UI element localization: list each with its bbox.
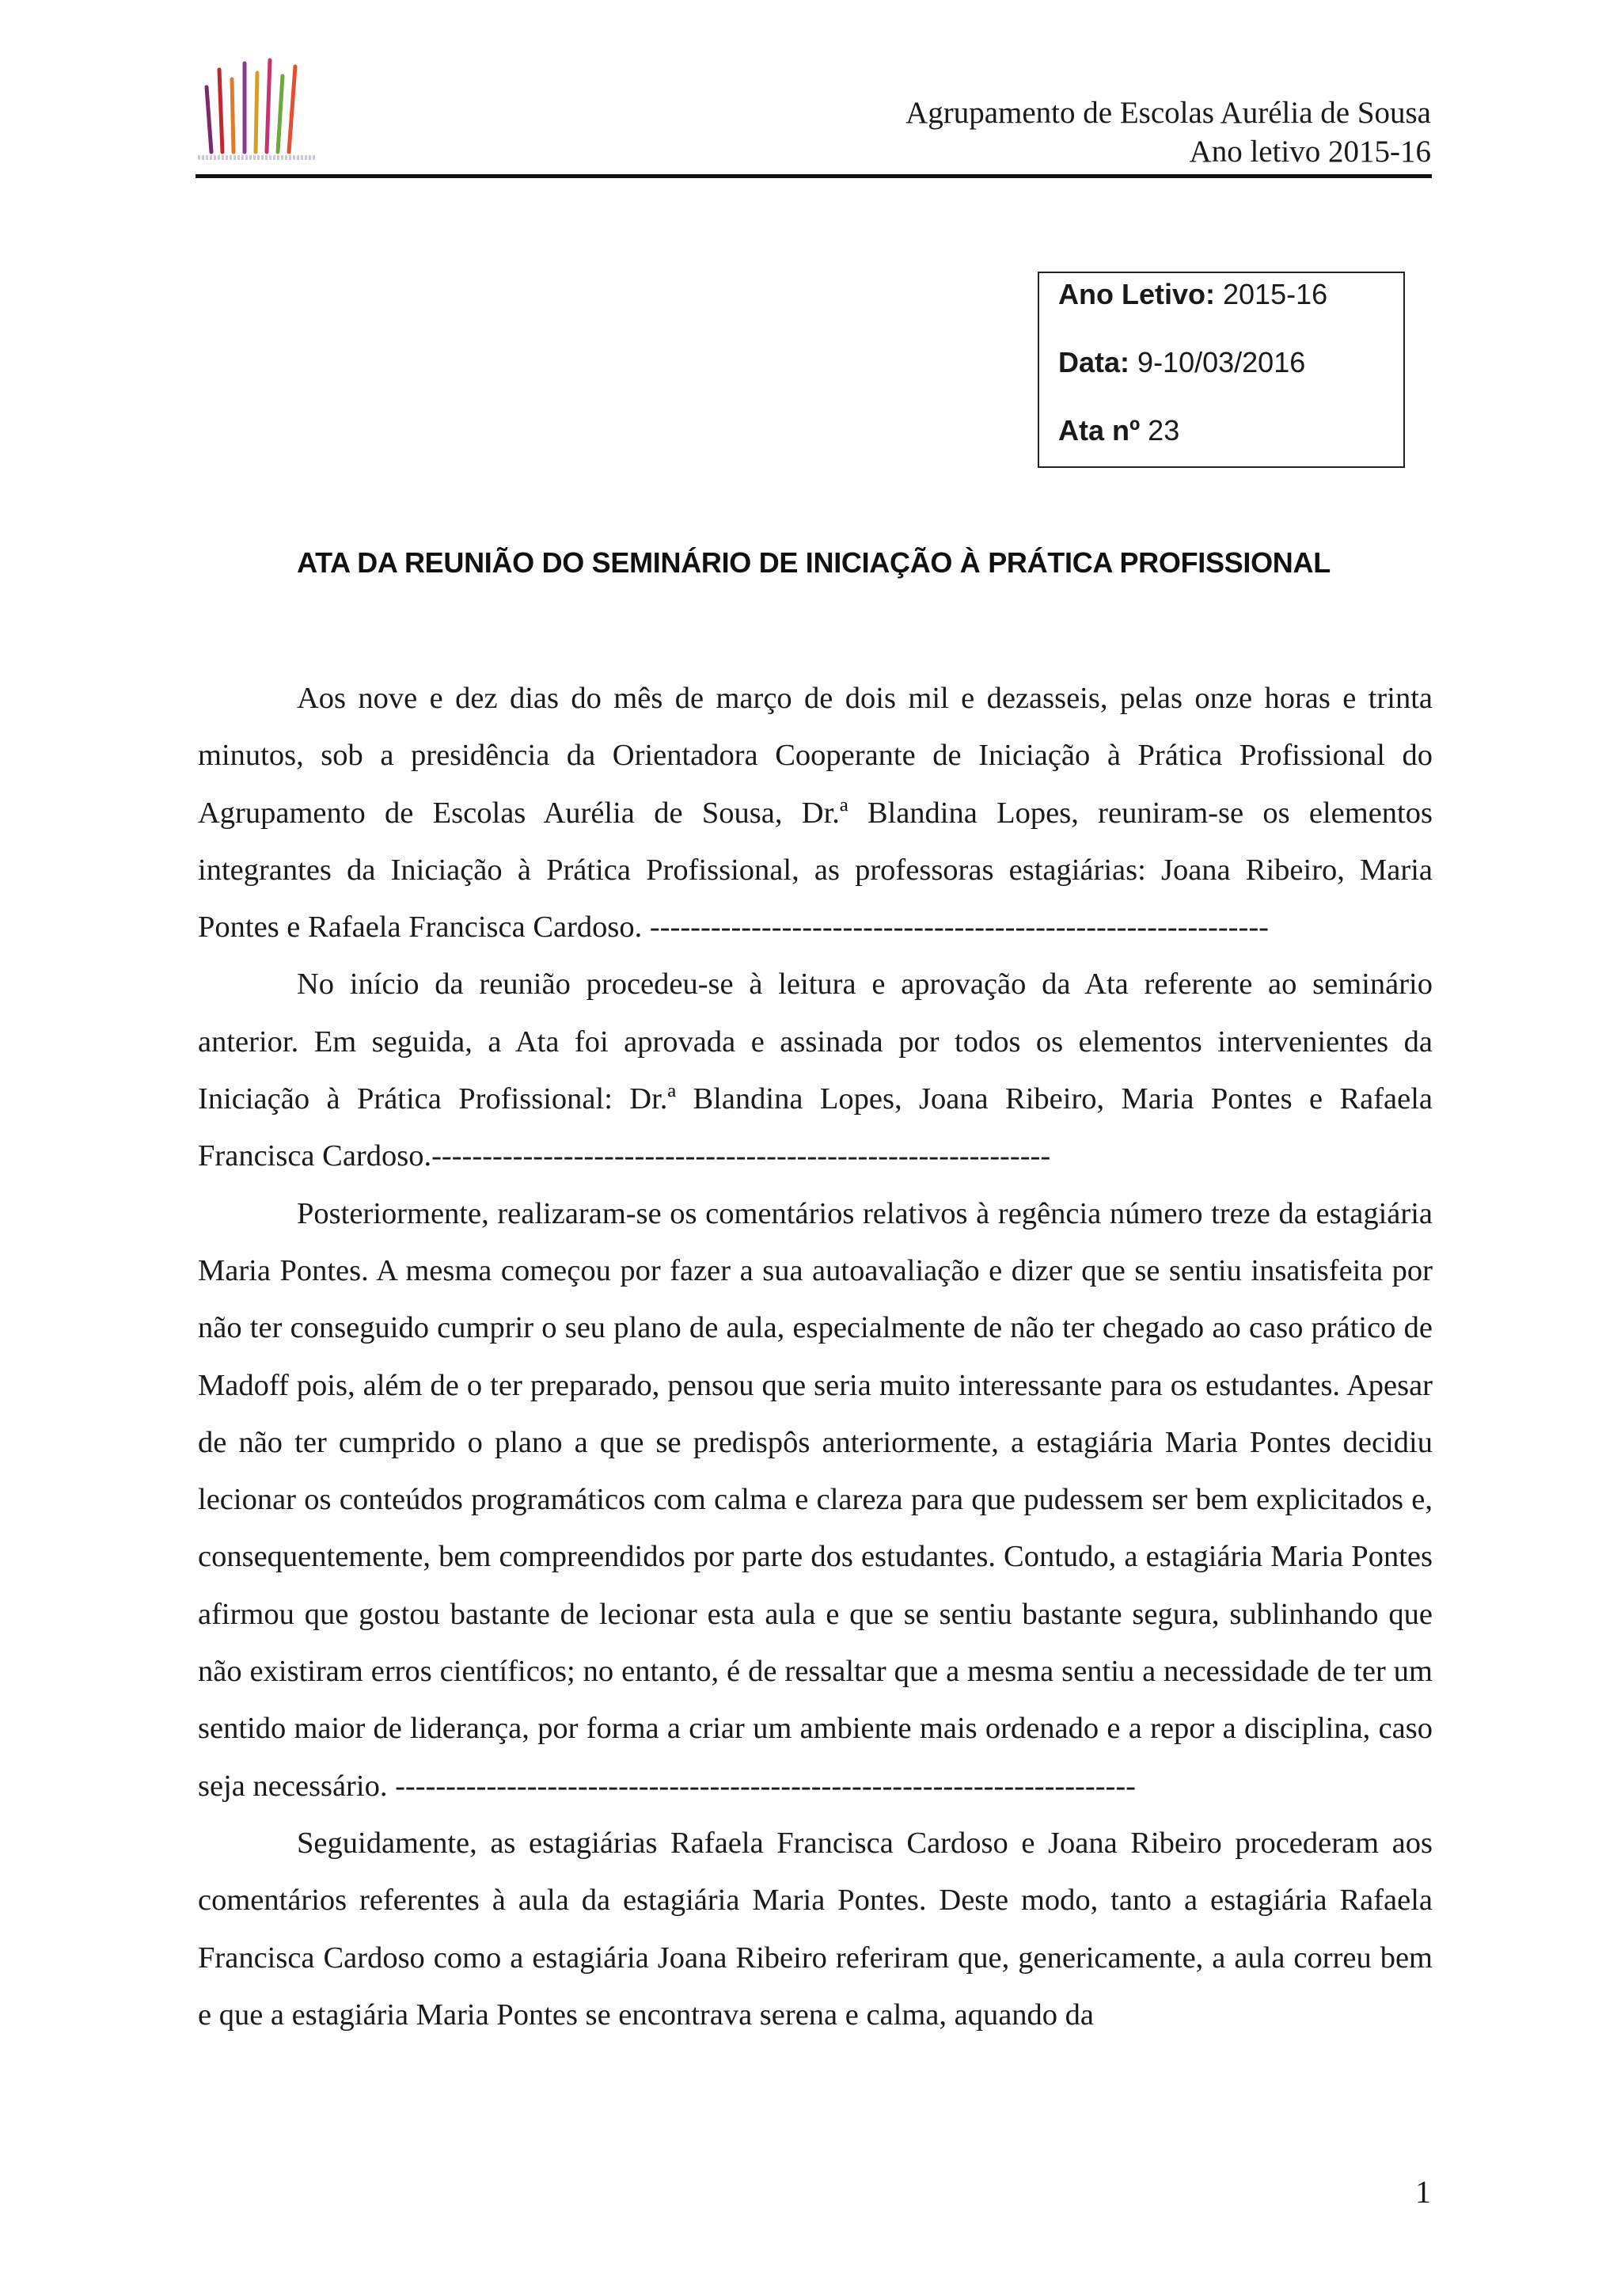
header-school-name: Agrupamento de Escolas Aurélia de Sousa [905, 96, 1431, 130]
meeting-info-box [1038, 272, 1405, 468]
info-data-value: 9-10/03/2016 [1137, 346, 1306, 378]
info-ano-label: Ano Letivo: [1058, 278, 1215, 310]
info-ata-number [1058, 414, 1179, 447]
document-body [198, 670, 1433, 2043]
info-data-label: Data: [1058, 346, 1130, 378]
document-title: ATA DA REUNIÃO DO SEMINÁRIO DE INICIAÇÃO À PRÁTICA PROFISSIONAL [297, 546, 1331, 579]
school-logo [202, 55, 313, 166]
info-ata-label: Ata nº [1058, 414, 1141, 447]
body-paragraph: No início da reunião procedeu-se à leitura e aprovação da Ata referente ao seminário anterior. Em seguida, a Ata foi aprovada e assinada por todos os elementos intervenientes da Iniciação à Prática Profissional: Dr.ª Blandina Lopes, Joana Ribeiro, Maria Pontes e Rafaela Francisca Cardoso.------------------------------------------------------------- [198, 967, 1433, 1173]
page-number: 1 [1415, 2174, 1431, 2210]
header-school-year: Ano letivo 2015-16 [1189, 135, 1431, 169]
body-paragraph: Posteriormente, realizaram-se os comentários relativos à regência número treze da estagiária Maria Pontes. A mesma começou por fazer a sua autoavaliação e dizer que se sentiu insatisfeita por não ter conseguido cumprir o seu plano de aula, especialmente de não ter chegado ao caso prático de Madoff pois, além de o ter preparado, pensou que seria muito interessante para os estudantes. Apesar de não ter cumprido o plano a que se predispôs anteriormente, a estagiária Maria Pontes decidiu lecionar os conteúdos programáticos com calma e clareza para que pudessem ser bem explicitados e, consequentemente, bem compreendidos por parte dos estudantes. Contudo, a estagiária Maria Pontes afirmou que gostou bastante de lecionar esta aula e que se sentiu bastante segura, sublinhando que não existiram erros científicos; no entanto, é de ressaltar que a mesma sentiu a necessidade de ter um sentido maior de liderança, por forma a criar um ambiente mais ordenado e a repor a disciplina, caso seja necessário. ------------------------------------------------------------------------- [198, 1196, 1433, 1803]
body-paragraph: Seguidamente, as estagiárias Rafaela Francisca Cardoso e Joana Ribeiro procederam aos comentários referentes à aula da estagiária Maria Pontes. Deste modo, tanto a estagiária Rafaela Francisca Cardoso como a estagiária Joana Ribeiro referiram que, genericamente, a aula correu bem e que a estagiária Maria Pontes se encontrava serena e calma, aquando da [198, 1826, 1433, 2032]
info-ano-value: 2015-16 [1223, 278, 1328, 310]
info-data [1058, 346, 1305, 379]
body-paragraph: Aos nove e dez dias do mês de março de dois mil e dezasseis, pelas onze horas e trinta minutos, sob a presidência da Orientadora Cooperante de Iniciação à Prática Profissional do Agrupamento de Escolas Aurélia de Sousa, Dr.ª Blandina Lopes, reuniram-se os elementos integrantes da Iniciação à Prática Profissional, as professoras estagiárias: Joana Ribeiro, Maria Pontes e Rafaela Francisca Cardoso. ------------------------------------------------------------- [198, 682, 1433, 945]
header-divider [196, 174, 1432, 178]
school-logo-icon [202, 55, 313, 166]
logo-caption [198, 155, 317, 160]
info-ata-value: 23 [1148, 414, 1180, 447]
info-ano-letivo [1058, 278, 1327, 311]
page-header [905, 93, 1431, 171]
